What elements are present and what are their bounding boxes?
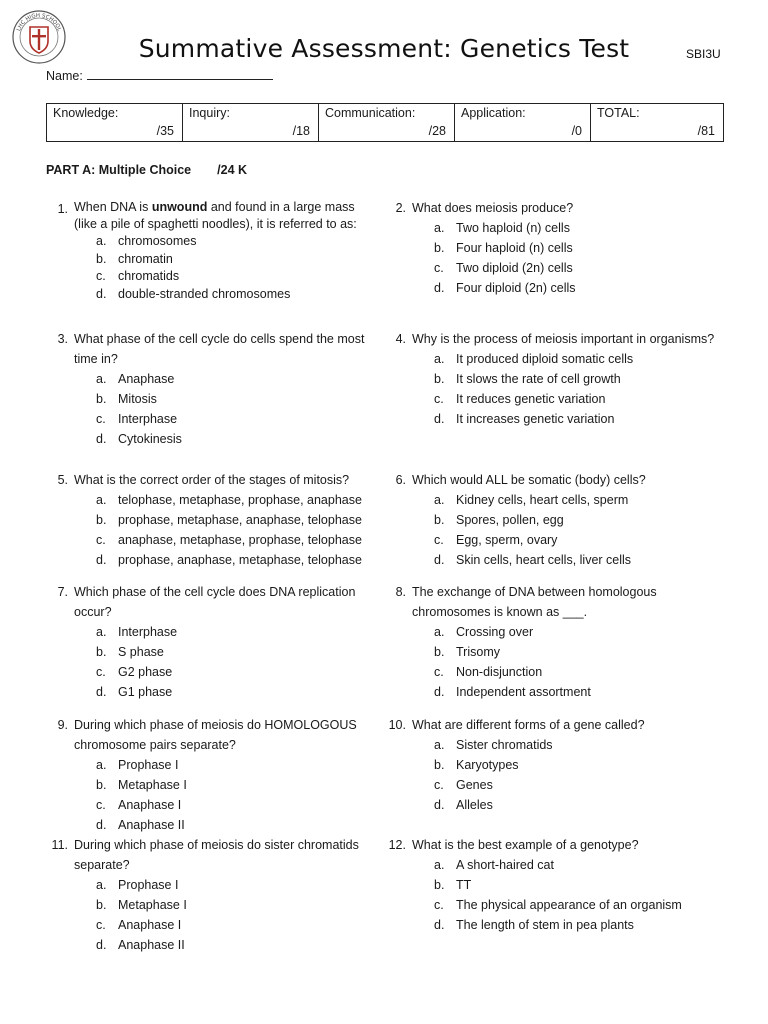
question-1: [46, 199, 386, 309]
option-c[interactable]: c. chromatids: [96, 269, 180, 283]
score-label: TOTAL:: [597, 106, 640, 120]
part-a-marks: /24 K: [217, 163, 248, 177]
option-c[interactable]: c. Egg, sperm, ovary: [434, 533, 558, 547]
name-blank[interactable]: [87, 67, 273, 80]
option-c[interactable]: c. Anaphase I: [96, 798, 182, 812]
score-table: [46, 103, 724, 142]
option-list: [434, 490, 631, 570]
question-number: 8.: [395, 585, 406, 599]
option-b[interactable]: b. Metaphase I: [96, 778, 187, 792]
question-number: 3.: [57, 332, 68, 346]
question-number: 1.: [57, 202, 68, 216]
question-text: What does meiosis produce?: [412, 201, 574, 215]
option-a[interactable]: a. It produced diploid somatic cells: [434, 352, 634, 366]
option-d[interactable]: d. Four diploid (2n) cells: [434, 281, 576, 295]
option-list: [434, 218, 576, 298]
question-text: What is the best example of a genotype?: [412, 838, 639, 852]
option-b[interactable]: b. chromatin: [96, 251, 173, 266]
question-number: 4.: [395, 332, 406, 346]
option-a[interactable]: a. Kidney cells, heart cells, sperm: [434, 493, 629, 507]
option-d[interactable]: d. It increases genetic variation: [434, 412, 615, 426]
option-list: [96, 875, 187, 955]
option-c[interactable]: c. Anaphase I: [96, 918, 182, 932]
logo-text: LHC HIGH SCHOOL: [16, 12, 62, 33]
option-b[interactable]: b. Karyotypes: [434, 758, 519, 772]
option-b[interactable]: b. Four haploid (n) cells: [434, 241, 573, 255]
question-text: During which phase of meiosis do HOMOLOGOUS chromosome pairs separate?: [74, 718, 357, 752]
option-b[interactable]: b. Mitosis: [96, 392, 157, 406]
option-a[interactable]: a. Anaphase: [96, 372, 175, 386]
option-a[interactable]: a. A short-haired cat: [434, 858, 554, 872]
question-number: 7.: [57, 585, 68, 599]
option-d[interactable]: d. Anaphase II: [96, 938, 185, 952]
option-d[interactable]: d. Independent assortment: [434, 685, 591, 699]
option-list: [96, 755, 187, 835]
option-a[interactable]: a. Two haploid (n) cells: [434, 221, 570, 235]
question-9: [46, 715, 386, 840]
question-text: What is the correct order of the stages of mitosis?: [74, 473, 350, 487]
question-text: When DNA is unwound and found in a large mass (like a pile of spaghetti noodles), it is referred to as:: [74, 200, 357, 231]
option-d[interactable]: d. G1 phase: [96, 685, 173, 699]
question-12: [384, 835, 724, 940]
score-label: Inquiry:: [189, 106, 230, 120]
question-number: 6.: [395, 473, 406, 487]
question-text: What are different forms of a gene called?: [412, 718, 645, 732]
score-cell-communication: [319, 104, 455, 141]
part-a-title: PART A: Multiple Choice: [46, 163, 192, 177]
score-value: /81: [697, 124, 715, 138]
emphasis-word: unwound: [151, 200, 208, 214]
question-text: Which phase of the cell cycle does DNA replication occur?: [74, 585, 356, 619]
option-list: [96, 490, 362, 570]
question-6: [384, 470, 724, 575]
option-list: [96, 622, 177, 702]
score-label: Communication:: [325, 106, 416, 120]
question-number: 2.: [395, 201, 406, 215]
question-10: [384, 715, 724, 820]
option-b[interactable]: b. Metaphase I: [96, 898, 187, 912]
score-cell-inquiry: [183, 104, 319, 141]
option-c[interactable]: c. anaphase, metaphase, prophase, telophase: [96, 533, 362, 547]
option-b[interactable]: b. S phase: [96, 645, 164, 659]
question-text: During which phase of meiosis do sister chromatids separate?: [74, 838, 359, 872]
course-code: SBI3U: [686, 47, 721, 61]
question-number: 5.: [57, 473, 68, 487]
option-list: [96, 369, 182, 449]
option-a[interactable]: a. Sister chromatids: [434, 738, 553, 752]
question-number: 9.: [57, 718, 68, 732]
option-a[interactable]: a. Prophase I: [96, 758, 179, 772]
question-number: 11.: [51, 838, 68, 852]
option-list: [434, 349, 633, 429]
score-label: Application:: [461, 106, 526, 120]
option-a[interactable]: a. Interphase: [96, 625, 178, 639]
option-b[interactable]: b. Spores, pollen, egg: [434, 513, 564, 527]
question-8: [384, 582, 724, 707]
question-4: [384, 329, 724, 434]
option-d[interactable]: d. Alleles: [434, 798, 493, 812]
question-text: Why is the process of meiosis important in organisms?: [412, 332, 715, 346]
page-title: Summative Assessment: Genetics Test: [138, 34, 630, 63]
option-d[interactable]: d. prophase, anaphase, metaphase, telophase: [96, 553, 362, 567]
option-list: [434, 735, 553, 815]
name-label: Name:: [46, 69, 83, 83]
score-cell-total: [591, 104, 723, 141]
option-b[interactable]: b. Trisomy: [434, 645, 500, 659]
question-number: 12.: [388, 838, 406, 852]
option-list: [434, 622, 591, 702]
part-a-heading: [46, 163, 247, 177]
option-d[interactable]: d. Anaphase II: [96, 818, 185, 832]
option-d[interactable]: d. Skin cells, heart cells, liver cells: [434, 553, 632, 567]
question-number: 10.: [388, 718, 406, 732]
score-value: /35: [156, 124, 174, 138]
name-row: [46, 67, 273, 83]
question-text: What phase of the cell cycle do cells spend the most time in?: [74, 332, 365, 366]
question-5: [46, 470, 386, 575]
question-7: [46, 582, 386, 707]
option-b[interactable]: b. TT: [434, 878, 472, 892]
question-3: [46, 329, 386, 454]
option-b[interactable]: b. It slows the rate of cell growth: [434, 372, 621, 386]
option-a[interactable]: a. chromosomes: [96, 234, 197, 248]
score-value: /0: [571, 124, 582, 138]
score-label: Knowledge:: [53, 106, 119, 120]
option-c[interactable]: c. Genes: [434, 778, 493, 792]
option-b[interactable]: b. prophase, metaphase, anaphase, telophase: [96, 513, 362, 527]
option-a[interactable]: a. telophase, metaphase, prophase, anaphase: [96, 493, 362, 507]
option-d[interactable]: d. The length of stem in pea plants: [434, 918, 634, 932]
option-list: [434, 855, 682, 935]
question-text: The exchange of DNA between homologous chromosomes is known as ___.: [412, 585, 657, 619]
option-list: [96, 233, 290, 303]
option-c[interactable]: c. The physical appearance of an organism: [434, 898, 682, 912]
option-a[interactable]: a. Prophase I: [96, 878, 179, 892]
option-a[interactable]: a. Crossing over: [434, 625, 534, 639]
option-c[interactable]: c. Two diploid (2n) cells: [434, 261, 573, 275]
option-c[interactable]: c. Non-disjunction: [434, 665, 543, 679]
score-cell-knowledge: [47, 104, 183, 141]
option-c[interactable]: c. G2 phase: [96, 665, 173, 679]
option-d[interactable]: d. double-stranded chromosomes: [96, 286, 291, 301]
option-c[interactable]: c. Interphase: [96, 412, 178, 426]
question-text: Which would ALL be somatic (body) cells?: [412, 473, 646, 487]
question-2: [384, 198, 724, 308]
question-11: [46, 835, 386, 960]
score-value: /28: [428, 124, 446, 138]
option-c[interactable]: c. It reduces genetic variation: [434, 392, 606, 406]
option-d[interactable]: d. Cytokinesis: [96, 432, 182, 446]
score-value: /18: [292, 124, 310, 138]
score-cell-application: [455, 104, 591, 141]
